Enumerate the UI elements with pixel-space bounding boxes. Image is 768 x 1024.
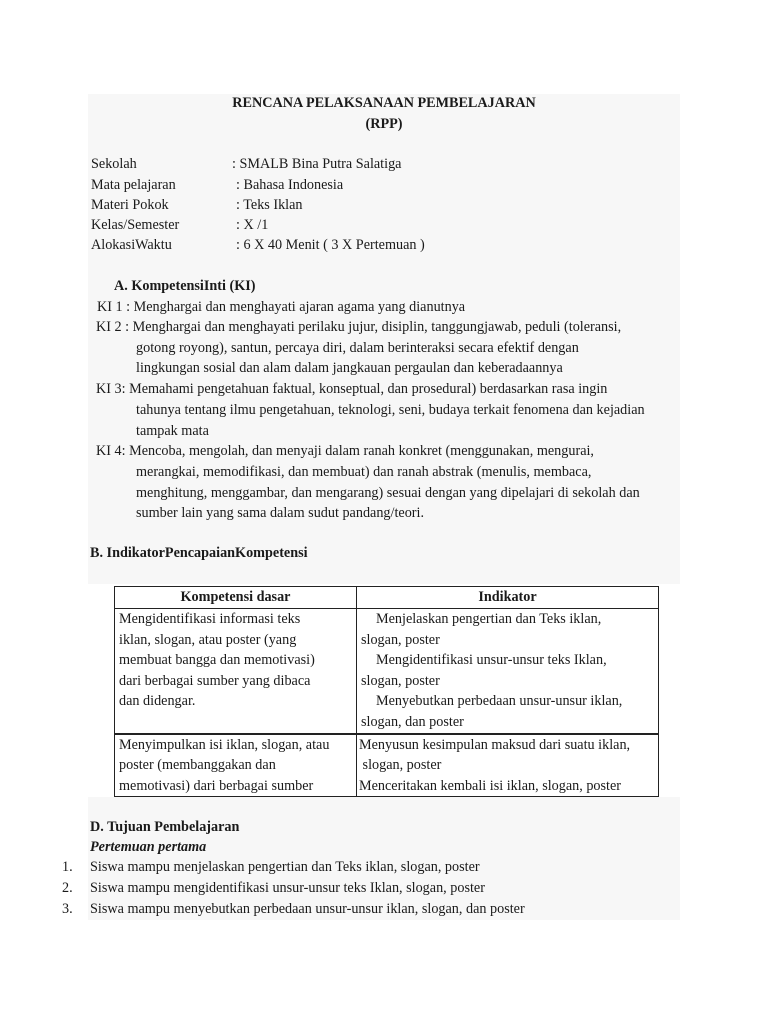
kd-cell xyxy=(115,734,357,797)
identity-value: : Teks Iklan xyxy=(236,197,303,213)
list-item: Siswa mampu mengidentifikasi unsur-unsur teks Iklan, slogan, poster xyxy=(90,880,485,896)
identity-value: : X /1 xyxy=(236,217,269,233)
kd-line: Mengidentifikasi informasi teks xyxy=(119,611,301,627)
table-row xyxy=(115,734,659,797)
kd-line: memotivasi) dari berbagai sumber xyxy=(119,777,314,794)
indikator-cell xyxy=(357,609,659,734)
kd-cell xyxy=(115,609,357,734)
ki-line: gotong royong), santun, percaya diri, dalam berinteraksi secara efektif dengan xyxy=(136,340,579,356)
section-d-subheading: Pertemuan pertama xyxy=(90,839,207,855)
section-b-heading: B. IndikatorPencapaianKompetensi xyxy=(90,545,308,561)
indikator-line: slogan, dan poster xyxy=(361,713,464,730)
indikator-line: slogan, poster xyxy=(359,757,442,774)
list-item: Siswa mampu menyebutkan perbedaan unsur-unsur iklan, slogan, dan poster xyxy=(90,901,525,917)
section-d-heading: D. Tujuan Pembelajaran xyxy=(90,819,240,835)
list-item-number: 2. xyxy=(62,880,73,896)
identity-label: Kelas/Semester xyxy=(91,217,180,233)
table-header-row xyxy=(115,587,659,609)
ki-line: sumber lain yang sama dalam sudut pandang/teori. xyxy=(136,505,425,521)
identity-value: : 6 X 40 Menit ( 3 X Pertemuan ) xyxy=(236,237,425,253)
ki-line: merangkai, memodifikasi, dan membuat) dan ranah abstrak (menulis, membaca, xyxy=(136,464,592,480)
document-subtitle: (RPP) xyxy=(365,116,403,132)
ki-line: KI 2 : Menghargai dan menghayati perilaku jujur, disiplin, tanggungjawab, peduli (toleransi, xyxy=(96,319,622,335)
indikator-line: Mengidentifikasi unsur-unsur teks Iklan, xyxy=(376,652,607,669)
kd-line: dari berbagai sumber yang dibaca xyxy=(119,672,311,689)
identity-label: Materi Pokok xyxy=(91,197,169,213)
identity-label: AlokasiWaktu xyxy=(91,237,172,253)
kd-line: Menyimpulkan isi iklan, slogan, atau xyxy=(119,736,330,753)
ki-line: tampak mata xyxy=(136,423,209,439)
indikator-line: Menyebutkan perbedaan unsur-unsur iklan, xyxy=(376,693,623,710)
ki-line: tahunya tentang ilmu pengetahuan, teknologi, seni, budaya terkait fenomena dan kejadian xyxy=(136,402,645,418)
identity-label: Mata pelajaran xyxy=(91,177,176,193)
identity-label: Sekolah xyxy=(91,156,137,172)
identity-value: : Bahasa Indonesia xyxy=(236,177,344,193)
ki-line: KI 3: Memahami pengetahuan faktual, konseptual, dan prosedural) berdasarkan rasa ingin xyxy=(96,381,608,397)
kd-line: membuat bangga dan memotivasi) xyxy=(119,652,315,669)
kd-line: iklan, slogan, atau poster (yang xyxy=(119,631,297,648)
identity-value: : SMALB Bina Putra Salatiga xyxy=(232,156,402,172)
table-header-indikator: Indikator xyxy=(357,587,659,609)
ki-line: menghitung, menggambar, dan mengarang) sesuai dengan yang dipelajari di sekolah dan xyxy=(136,485,640,501)
table-header-kd: Kompetensi dasar xyxy=(115,587,357,609)
kd-line: dan didengar. xyxy=(119,693,196,710)
list-item-number: 1. xyxy=(62,859,73,875)
indikator-line: Menceritakan kembali isi iklan, slogan, poster xyxy=(359,777,622,794)
indikator-line: Menjelaskan pengertian dan Teks iklan, xyxy=(376,611,602,627)
list-item-number: 3. xyxy=(62,901,73,917)
table-row xyxy=(115,609,659,734)
kd-line: poster (membanggakan dan xyxy=(119,757,276,774)
indikator-cell xyxy=(357,734,659,797)
indikator-line: slogan, poster xyxy=(361,672,440,689)
list-item: Siswa mampu menjelaskan pengertian dan Teks iklan, slogan, poster xyxy=(90,859,480,875)
indikator-line: Menyusun kesimpulan maksud dari suatu iklan, xyxy=(359,736,631,753)
ki-line: lingkungan sosial dan alam dalam jangkauan pergaulan dan keberadaannya xyxy=(136,360,563,376)
competency-table xyxy=(114,586,659,797)
document-title: RENCANA PELAKSANAAN PEMBELAJARAN xyxy=(232,95,536,111)
ki-line: KI 1 : Menghargai dan menghayati ajaran agama yang dianutnya xyxy=(97,299,466,315)
ki-line: KI 4: Mencoba, mengolah, dan menyaji dalam ranah konkret (menggunakan, mengurai, xyxy=(96,443,594,459)
section-a-heading: A. KompetensiInti (KI) xyxy=(114,278,256,294)
indikator-line: slogan, poster xyxy=(361,631,440,648)
